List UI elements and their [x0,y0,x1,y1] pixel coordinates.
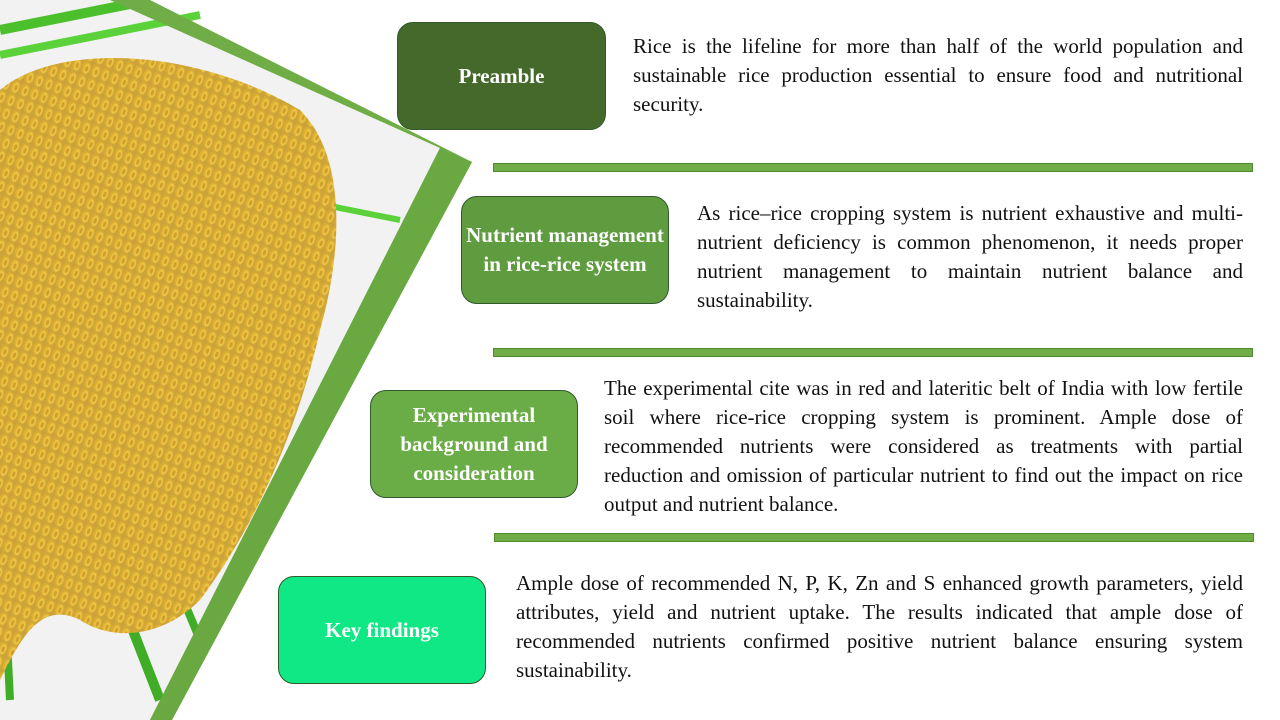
divider [494,533,1254,542]
preamble-label: Preamble [397,22,606,130]
nutrient-management-label: Nutrient management in rice-rice system [461,196,669,304]
key-findings-label: Key findings [278,576,486,684]
divider [493,163,1253,172]
experimental-text: The experimental cite was in red and lateritic belt of India with low fertile soil where rice-rice cropping system is prominent. Ample dose of recommended nutrients were considered as treatments with partial reduction and omission of particular nutrient to find out the impact on rice output and nutrient balance. [604,376,1243,516]
nutrient-management-text: As rice–rice cropping system is nutrient exhaustive and multi-nutrient deficiency is common phenomenon, it needs proper nutrient management to maintain nutrient balance and sustainability. [697,201,1243,312]
key-findings-text: Ample dose of recommended N, P, K, Zn and S enhanced growth parameters, yield attributes, yield and nutrient uptake. The results indicated that ample dose of recommended nutrients confirmed positive nutrient balance ensuring system sustainability. [516,571,1243,682]
preamble-text: Rice is the lifeline for more than half of the world population and sustainable rice production essential to ensure food and nutritional security. [633,34,1243,116]
experimental-label: Experimental background and consideration [370,390,578,498]
divider [493,348,1253,357]
